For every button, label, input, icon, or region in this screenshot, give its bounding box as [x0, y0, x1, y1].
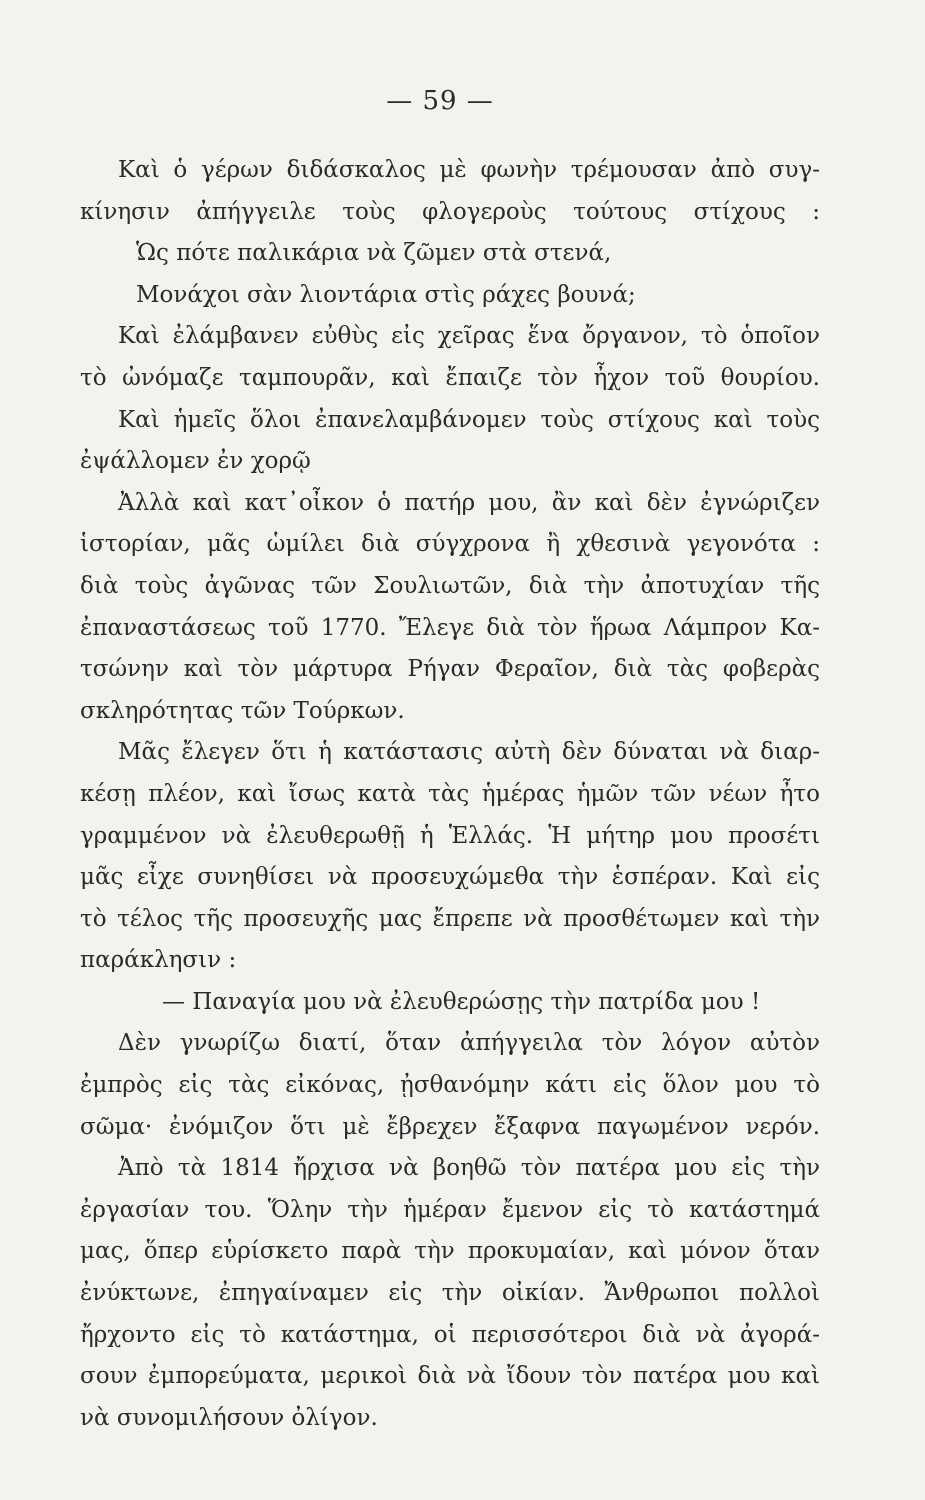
text-line: Μᾶς ἔλεγεν ὅτι ἡ κατάστασις αὐτὴ δὲν δύναται νὰ διαρ-	[118, 739, 820, 766]
page-body-text	[80, 150, 820, 1439]
text-line: τὸ τέλος τῆς προσευχῆς μας ἔπρεπε νὰ προσθέτωμεν καὶ τὴν	[80, 905, 820, 932]
text-line: διὰ τοὺς ἀγῶνας τῶν Σουλιωτῶν, διὰ τὴν ἀποτυχίαν τῆς	[80, 572, 820, 599]
text-line: παράκλησιν :	[80, 947, 237, 974]
text-line: τὸ ὠνόμαζε ταμπουρᾶν, καὶ ἔπαιζε τὸν ἦχον τοῦ θουρίου.	[80, 364, 820, 391]
text-line: ἐπαναστάσεως τοῦ 1770. Ἔλεγε διὰ τὸν ἥρωα Λάμπρον Κα-	[80, 614, 820, 641]
text-line: ἤρχοντο εἰς τὸ κατάστημα, οἱ περισσότεροι διὰ νὰ ἀγορά-	[80, 1321, 820, 1348]
text-line: ἐργασίαν του. Ὅλην τὴν ἡμέραν ἔμενον εἰς τὸ κατάστημά	[80, 1196, 820, 1223]
text-line: Καὶ ὁ γέρων διδάσκαλος μὲ φωνὴν τρέμουσαν ἀπὸ συγ-	[118, 157, 820, 183]
verse-line: Μονάχοι σὰν λιοντάρια στὶς ράχες βουνά;	[136, 281, 636, 308]
text-line: τσώνην καὶ τὸν μάρτυρα Ρήγαν Φεραῖον, διὰ τὰς φοβερὰς	[80, 656, 820, 683]
text-line: γραμμένον νὰ ἐλευθερωθῇ ἡ Ἑλλάς. Ἡ μήτηρ μου προσέτι	[80, 822, 820, 849]
text-line: ἐνύκτωνε, ἐπηγαίναμεν εἰς τὴν οἰκίαν. Ἄνθρωποι πολλοὶ	[80, 1280, 820, 1307]
text-line: Δὲν γνωρίζω διατί, ὅταν ἀπήγγειλα τὸν λόγον αὐτὸν	[118, 1030, 820, 1057]
text-line: Ἀπὸ τὰ 1814 ἤρχισα νὰ βοηθῶ τὸν πατέρα μου εἰς τὴν	[118, 1155, 820, 1182]
text-line: νὰ συνομιλήσουν ὀλίγον.	[80, 1404, 378, 1431]
text-line: Ἀλλὰ καὶ κατ᾽οἶκον ὁ πατήρ μου, ἂν καὶ δὲν ἐγνώριζεν	[118, 489, 820, 516]
text-line: Καὶ ἐλάμβανεν εὐθὺς εἰς χεῖρας ἕνα ὄργανον, τὸ ὁποῖον	[118, 323, 820, 350]
text-line: Καὶ ἡμεῖς ὅλοι ἐπανελαμβάνομεν τοὺς στίχους καὶ τοὺς	[118, 406, 820, 433]
text-line: ἱστορίαν, μᾶς ὡμίλει διὰ σύγχρονα ἢ χθεσινὰ γεγονότα :	[80, 531, 820, 558]
text-line: ἐμπρὸς εἰς τὰς εἰκόνας, ᾐσθανόμην κάτι εἰς ὅλον μου τὸ	[80, 1072, 820, 1099]
text-line: σκληρότητας τῶν Τούρκων.	[80, 697, 405, 724]
text-line: κίνησιν ἀπήγγειλε τοὺς φλογεροὺς τούτους στίχους :	[80, 198, 820, 225]
verse-line: Ὡς πότε παλικάρια νὰ ζῶμεν στὰ στενά,	[136, 240, 612, 267]
dialogue-line: — Παναγία μου νὰ ἐλευθερώσῃς τὴν πατρίδα μου !	[162, 988, 761, 1015]
text-line: σουν ἐμπορεύματα, μερικοὶ διὰ νὰ ἴδουν τὸν πατέρα μου καὶ	[80, 1363, 820, 1390]
page-number: — 59 —	[386, 86, 494, 116]
text-line: μᾶς εἶχε συνηθίσει νὰ προσευχώμεθα τὴν ἑσπέραν. Καὶ εἰς	[80, 864, 820, 891]
text-line: ἐψάλλομεν ἐν χορῷ	[80, 448, 311, 475]
text-line: σῶμα· ἐνόμιζον ὅτι μὲ ἔβρεχεν ἔξαφνα παγωμένον νερόν.	[80, 1113, 820, 1140]
text-line: μας, ὅπερ εὑρίσκετο παρὰ τὴν προκυμαίαν, καὶ μόνον ὅταν	[80, 1238, 820, 1265]
text-line: κέσῃ πλέον, καὶ ἴσως κατὰ τὰς ἡμέρας ἡμῶν τῶν νέων ἦτο	[80, 780, 820, 807]
